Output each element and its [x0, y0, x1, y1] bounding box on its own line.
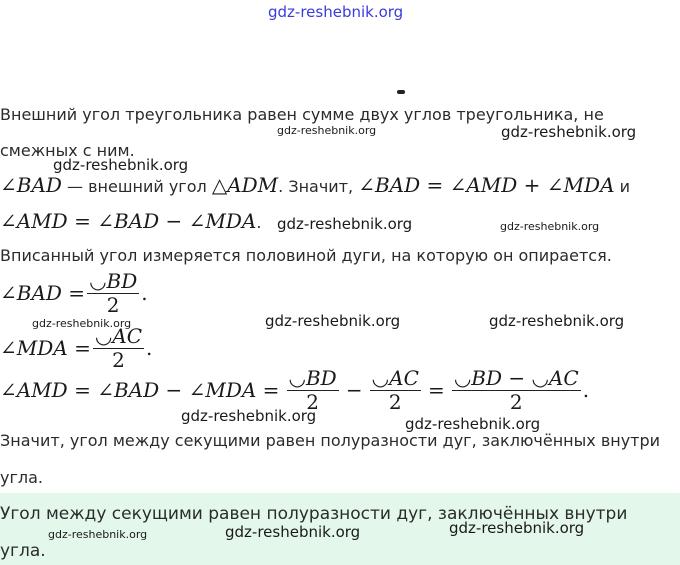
watermark: gdz-reshebnik.org — [277, 124, 377, 137]
watermark: gdz-reshebnik.org — [225, 523, 361, 541]
watermark: gdz-reshebnik.org — [489, 312, 625, 330]
eq3-f1-numerator: ◡BD — [288, 366, 337, 390]
eq3-f1-denominator: 2 — [306, 390, 319, 414]
eq3-dot: . — [582, 378, 590, 402]
eq2-denominator: 2 — [112, 348, 125, 372]
text-line-2: смежных с ним. — [0, 141, 135, 160]
eq3-fraction-3 — [452, 367, 581, 413]
angle-bad: ∠BAD — [0, 173, 62, 197]
eq2-numerator: ◡AC — [94, 324, 143, 348]
eq2-left: ∠MDA = — [0, 336, 91, 360]
eq3-f3-denominator: 2 — [509, 390, 523, 414]
equation-sum: ∠BAD = ∠AMD + ∠MDA — [358, 173, 615, 197]
math-line-3 — [0, 172, 630, 198]
watermark: gdz-reshebnik.org — [32, 317, 132, 330]
answer-line-1: Угол между секущими равен полуразности дуг, заключённых внутри — [0, 504, 628, 524]
watermark: gdz-reshebnik.org — [48, 528, 148, 541]
watermark: gdz-reshebnik.org — [265, 312, 401, 330]
text-and: и — [614, 177, 630, 196]
text-therefore: . Значит, — [278, 177, 359, 196]
answer-line-2: угла. — [0, 541, 46, 561]
eq1-fraction — [87, 270, 139, 316]
eq1-numerator: ◡BD — [89, 269, 138, 293]
triangle-adm: △ADM — [211, 173, 279, 197]
text-line-5: Вписанный угол измеряется половиной дуги, на которую он опирается. — [0, 246, 612, 265]
ink-mark — [397, 90, 405, 94]
eq2-fraction — [93, 325, 144, 371]
conclusion-line-1: Значит, угол между секущими равен полуразности дуг, заключённых внутри — [0, 431, 661, 450]
eq3-minus: − — [345, 378, 363, 402]
equation-1 — [0, 270, 148, 316]
conclusion-line-2: угла. — [0, 468, 43, 487]
eq3-f2-denominator: 2 — [388, 390, 402, 414]
eq3-equals: = — [427, 378, 445, 402]
equation-difference: ∠AMD = ∠BAD − ∠MDA — [0, 209, 257, 233]
watermark: gdz-reshebnik.org — [181, 407, 317, 425]
eq1-dot: . — [141, 281, 148, 305]
watermark: gdz-reshebnik.org — [405, 415, 541, 433]
eq3-left: ∠AMD = ∠BAD − ∠MDA = — [0, 378, 280, 402]
eq1-denominator: 2 — [106, 293, 120, 317]
watermark: gdz-reshebnik.org — [500, 220, 600, 233]
math-line-4 — [0, 208, 261, 234]
text-line-1: Внешний угол треугольника равен сумме двух углов треугольника, не — [0, 105, 604, 124]
eq1-left: ∠BAD = — [0, 281, 86, 305]
eq3-f2-numerator: ◡AC — [371, 366, 419, 390]
eq2-dot: . — [146, 336, 153, 360]
watermark: gdz-reshebnik.org — [501, 123, 637, 141]
eq3-fraction-2 — [370, 367, 421, 413]
text-external: — внешний угол — [61, 177, 212, 196]
equation-2 — [0, 325, 152, 371]
eq3-f3-numerator: ◡BD − ◡AC — [453, 366, 579, 390]
watermark-top: gdz-reshebnik.org — [268, 3, 404, 21]
watermark: gdz-reshebnik.org — [277, 215, 413, 233]
watermark: gdz-reshebnik.org — [449, 519, 585, 537]
watermark: gdz-reshebnik.org — [53, 156, 189, 174]
period: . — [256, 213, 262, 232]
